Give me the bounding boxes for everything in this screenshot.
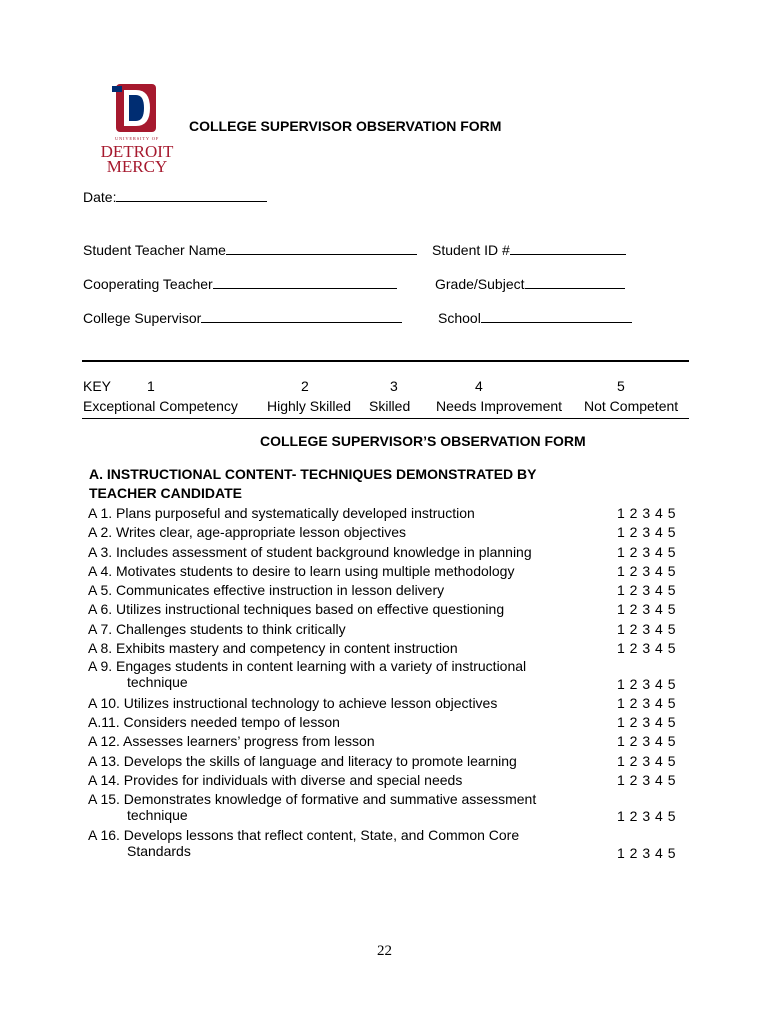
rating-scale-a4[interactable]: 1 2 3 4 5 <box>617 563 676 579</box>
list-item-a11: A.11. Considers needed tempo of lesson <box>88 714 340 730</box>
cooperating-teacher-label: Cooperating Teacher <box>83 276 213 292</box>
student-id-label: Student ID # <box>432 242 510 258</box>
list-item-a7: A 7. Challenges students to think critically <box>88 621 346 637</box>
key-label: KEY <box>83 378 112 394</box>
rating-scale-a16[interactable]: 1 2 3 4 5 <box>617 845 676 861</box>
key-number-1: 1 <box>147 378 155 394</box>
student-teacher-name-line[interactable] <box>226 240 417 255</box>
section-heading-line1: A. INSTRUCTIONAL CONTENT- TECHNIQUES DEMONSTRATED BY <box>89 466 537 482</box>
rating-scale-a11[interactable]: 1 2 3 4 5 <box>617 714 676 730</box>
key-description-4: Needs Improvement <box>436 398 563 414</box>
list-item-a6: A 6. Utilizes instructional techniques based on effective questioning <box>88 601 505 617</box>
list-item-a13: A 13. Develops the skills of language and literacy to promote learning <box>88 753 517 769</box>
date-field[interactable] <box>83 187 267 205</box>
cooperating-teacher-field[interactable] <box>83 274 397 292</box>
logo-name-line1: DETROIT <box>100 142 174 161</box>
key-number-5: 5 <box>617 378 625 394</box>
rating-scale-a9[interactable]: 1 2 3 4 5 <box>617 676 676 692</box>
rating-scale-a8[interactable]: 1 2 3 4 5 <box>617 640 676 656</box>
list-item-a2: A 2. Writes clear, age-appropriate lesson objectives <box>88 524 407 540</box>
grade-subject-line[interactable] <box>525 274 625 289</box>
list-item-a4: A 4. Motivates students to desire to learn using multiple methodology <box>88 563 515 579</box>
key-number-2: 2 <box>301 378 309 394</box>
cooperating-teacher-line[interactable] <box>213 274 397 289</box>
school-field[interactable] <box>438 308 632 326</box>
section-heading-line2: TEACHER CANDIDATE <box>89 485 242 501</box>
college-supervisor-field[interactable] <box>83 308 402 326</box>
student-id-line[interactable] <box>510 240 626 255</box>
key-description-1: Exceptional Competency <box>83 398 238 414</box>
key-description-2: Highly Skilled <box>267 398 352 414</box>
rating-scale-a14[interactable]: 1 2 3 4 5 <box>617 772 676 788</box>
list-item-a5: A 5. Communicates effective instruction in lesson delivery <box>88 582 445 598</box>
logo-name-line2: MERCY <box>106 157 168 174</box>
student-id-field[interactable] <box>432 240 626 258</box>
section-heading <box>89 466 537 501</box>
rating-scale-a5[interactable]: 1 2 3 4 5 <box>617 582 676 598</box>
list-item-a14: A 14. Provides for individuals with diverse and special needs <box>88 772 463 788</box>
rating-scale-a15[interactable]: 1 2 3 4 5 <box>617 808 676 824</box>
date-line[interactable] <box>116 187 267 202</box>
list-item-a10: A 10. Utilizes instructional technology to achieve lesson objectives <box>88 695 498 711</box>
school-label: School <box>438 310 481 326</box>
rating-scale-a3[interactable]: 1 2 3 4 5 <box>617 544 676 560</box>
logo-university-text: UNIVERSITY OF <box>114 136 160 141</box>
college-supervisor-label: College Supervisor <box>83 310 202 326</box>
key-description-5: Not Competent <box>584 398 679 414</box>
form-title: COLLEGE SUPERVISOR’S OBSERVATION FORM <box>260 433 586 449</box>
rating-scale-a12[interactable]: 1 2 3 4 5 <box>617 733 676 749</box>
key-bottom-divider <box>82 418 689 419</box>
list-item-a12: A 12. Assesses learners’ progress from lesson <box>88 733 375 749</box>
school-line[interactable] <box>481 308 632 323</box>
rating-scale-a1[interactable]: 1 2 3 4 5 <box>617 505 676 521</box>
list-item-a16: A 16. Develops lessons that reflect content, State, and Common Core Standards <box>88 827 520 859</box>
rating-scale-a2[interactable]: 1 2 3 4 5 <box>617 524 676 540</box>
rating-scale-a6[interactable]: 1 2 3 4 5 <box>617 601 676 617</box>
date-label: Date: <box>83 189 117 205</box>
page-title: COLLEGE SUPERVISOR OBSERVATION FORM <box>189 118 502 134</box>
list-item-a15: A 15. Demonstrates knowledge of formative and summative assessment technique <box>88 791 537 823</box>
list-item-a8: A 8. Exhibits mastery and competency in content instruction <box>88 640 458 656</box>
rating-scale-a7[interactable]: 1 2 3 4 5 <box>617 621 676 637</box>
key-number-4: 4 <box>475 378 483 394</box>
key-top-divider <box>82 360 689 362</box>
rating-scale-a10[interactable]: 1 2 3 4 5 <box>617 695 676 711</box>
key-description-3: Skilled <box>369 398 411 414</box>
list-item-a1: A 1. Plans purposeful and systematically developed instruction <box>88 505 475 521</box>
student-teacher-name-field[interactable] <box>83 240 417 258</box>
page-number: 22 <box>377 943 392 959</box>
grade-subject-label: Grade/Subject <box>435 276 525 292</box>
list-item-a9: A 9. Engages students in content learning with a variety of instructional technique <box>88 658 527 690</box>
list-item-a3: A 3. Includes assessment of student background knowledge in planning <box>88 544 532 560</box>
university-logo <box>96 82 178 174</box>
rating-scale-a13[interactable]: 1 2 3 4 5 <box>617 753 676 769</box>
college-supervisor-line[interactable] <box>201 308 402 323</box>
key-number-3: 3 <box>390 378 398 394</box>
student-teacher-name-label: Student Teacher Name <box>83 242 226 258</box>
grade-subject-field[interactable] <box>435 274 625 292</box>
